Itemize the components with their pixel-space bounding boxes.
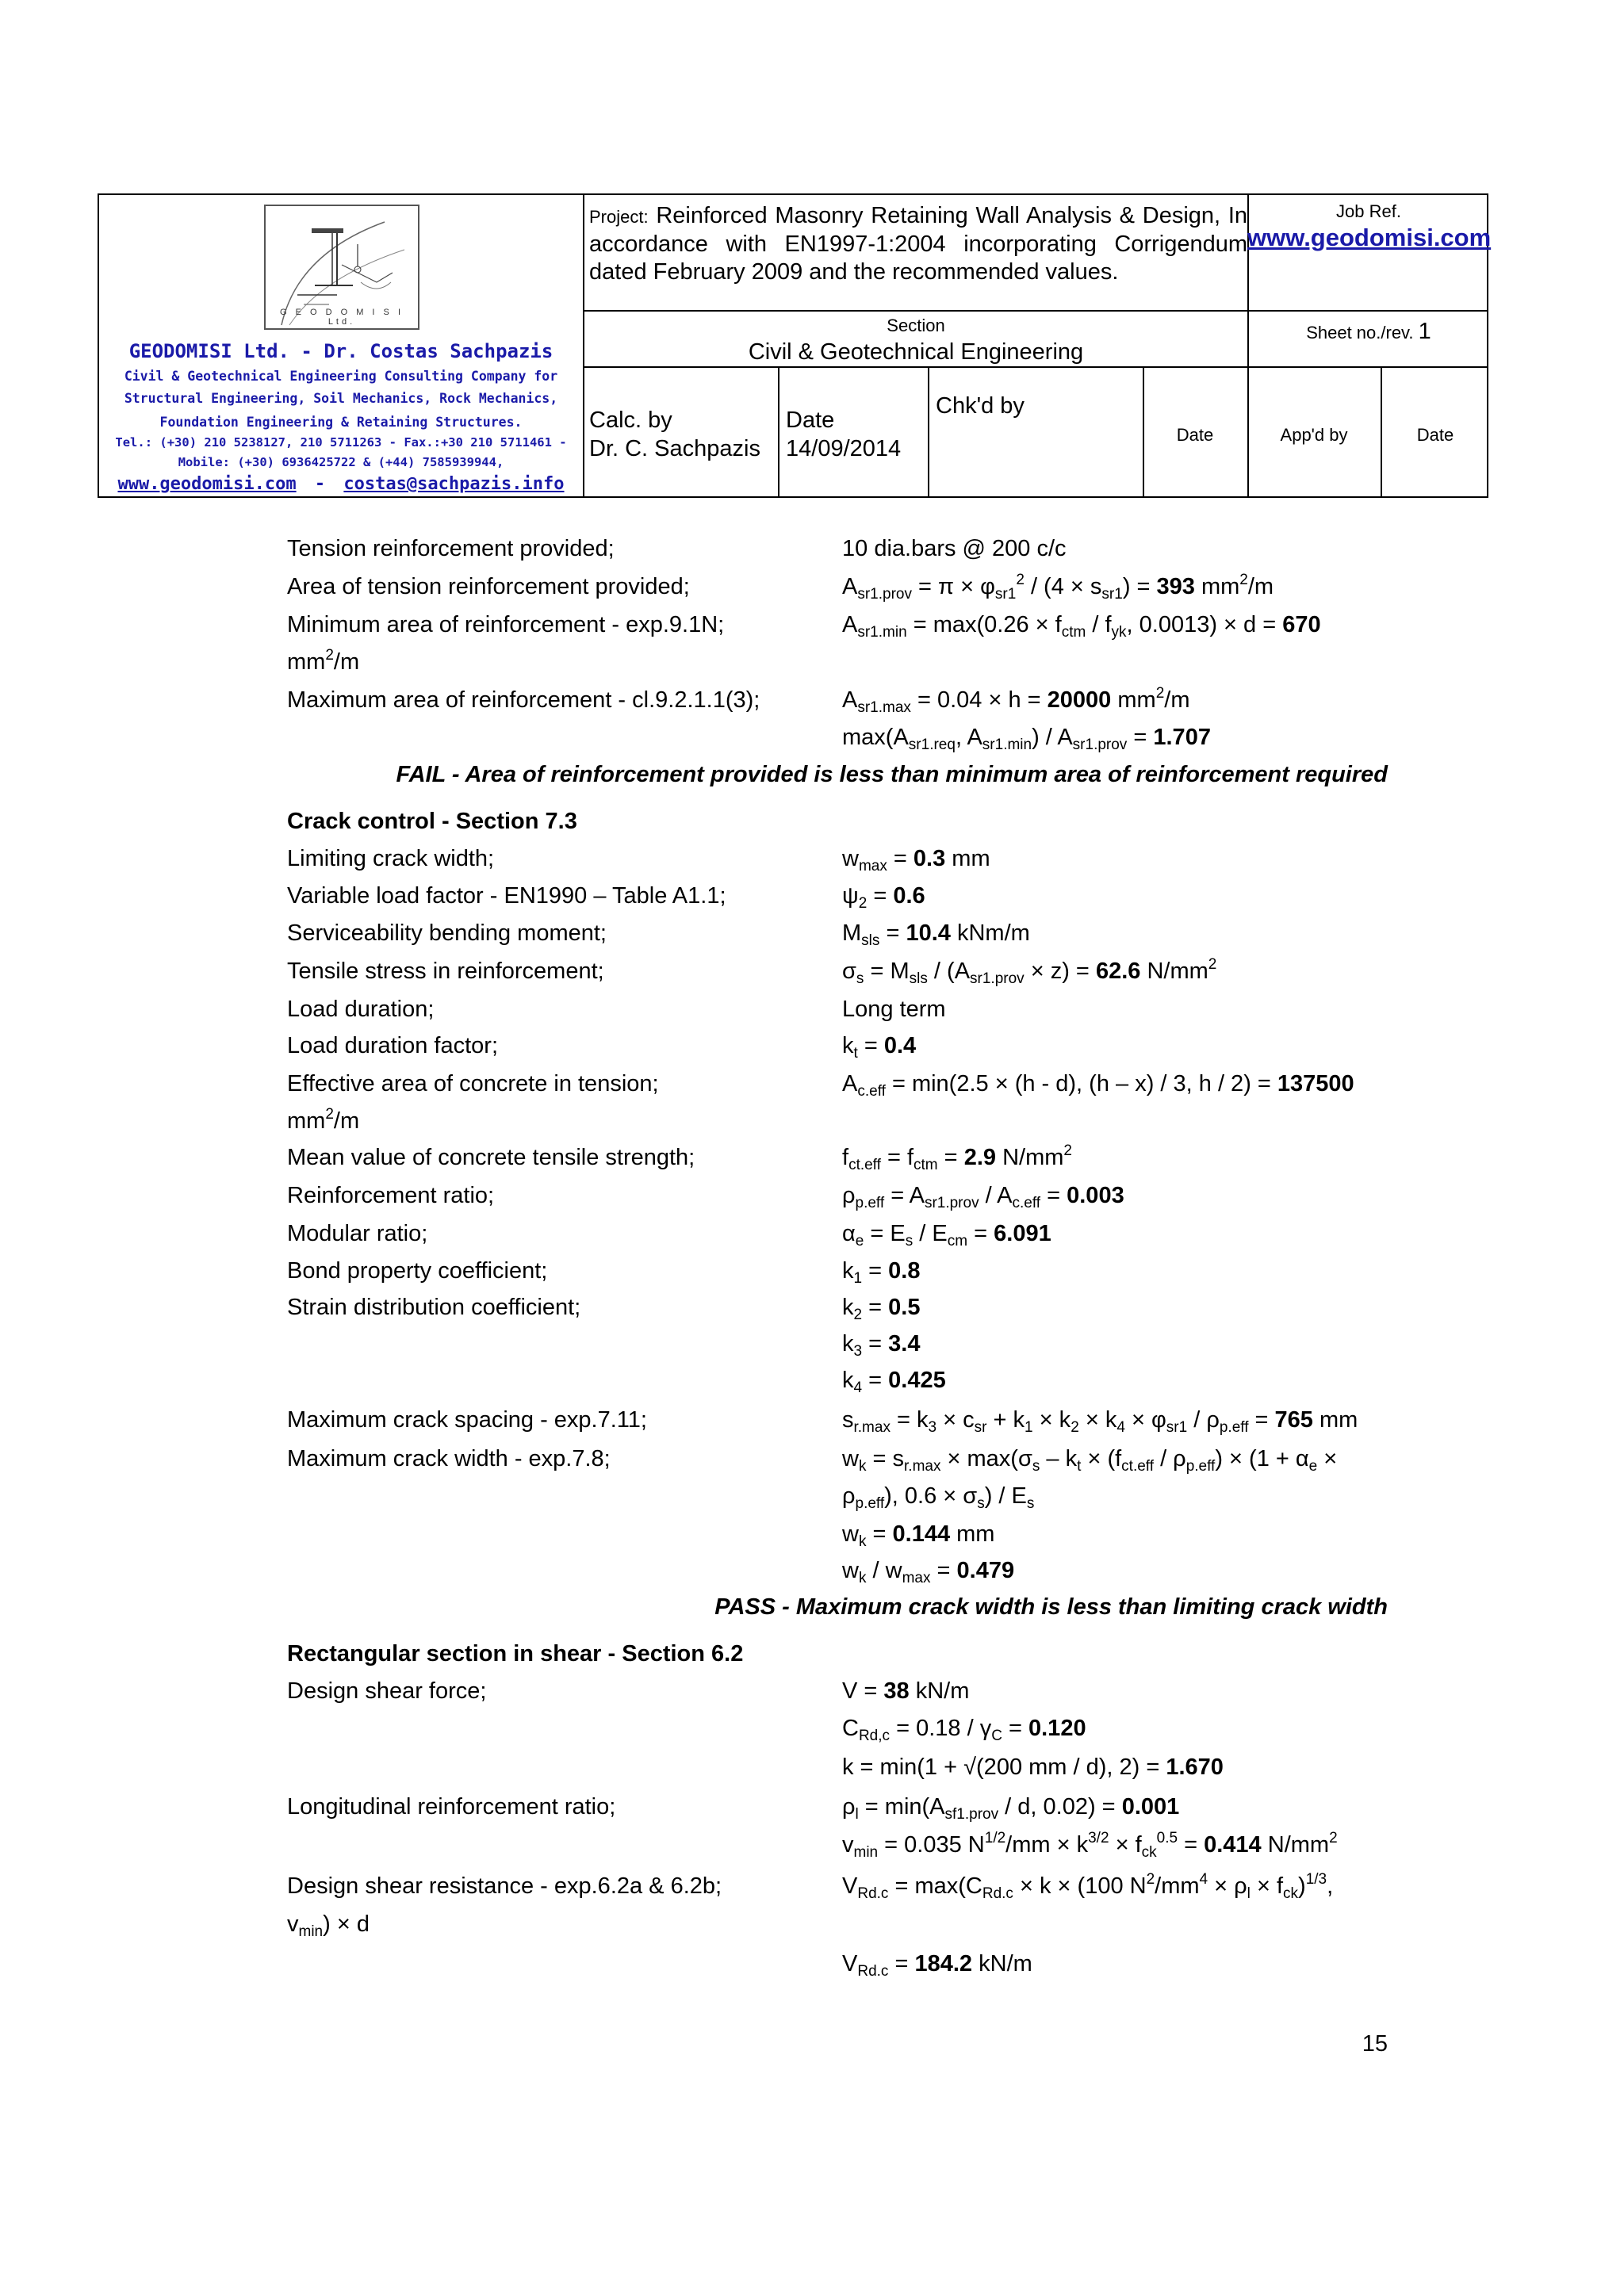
label-bond: Bond property coefficient; (287, 1258, 548, 1284)
divider (928, 366, 929, 496)
formula-wmax: $w_{max} = 0.3$ mm (842, 846, 990, 874)
checked-date-label: Date (1176, 425, 1214, 445)
formula-kt: $k_t = 0.4$ (842, 1033, 917, 1062)
page-number: 15 (1362, 2031, 1388, 2057)
company-line: Tel.: (+30) 210 5238127, 210 5711263 - Fax.:+30 210 5711461 - (115, 435, 567, 450)
label-load-factor: Variable load factor - EN1990 – Table A1.1; (287, 883, 726, 909)
project-text: Reinforced Masonry Retaining Wall Analysis & Design, In accordance with EN1997-1:2004 incorporating Corrigendum dated February 2009 and the recommended values. (589, 203, 1248, 285)
formula-wk-value: $w_k = 0.144$ mm (842, 1521, 995, 1550)
job-ref-link[interactable]: www.geodomisi.com (1247, 224, 1492, 251)
formula-fct-eff: $f_{ct.eff} = f_{ctm} = 2.9$ $N/mm^2$ (842, 1142, 1072, 1173)
value-vrd-c: 184.2 (914, 1951, 973, 1976)
sheet-label: Sheet no./rev. (1306, 323, 1414, 342)
formula-v: V = 38 kN/m (842, 1678, 970, 1704)
formula-wk-1: $w_k = s_{r.max} \times \max(\sigma_s - k_t \times (f_{ct.eff} / \rho_{p.eff}) \times (1 + \alpha_e$ × (842, 1446, 1338, 1475)
formula-wk-2: $\rho_{p.eff}$), $0.6 \times \sigma_s) / E_s$ (842, 1483, 1035, 1512)
company-line: Foundation Engineering & Retaining Structures. (159, 415, 523, 430)
label-modular: Modular ratio; (287, 1221, 428, 1246)
date-label: Date (786, 408, 835, 433)
value-as-min: 670 (1282, 612, 1321, 637)
label-strain: Strain distribution coefficient; (287, 1295, 581, 1320)
formula-vrd-c-2: $v_{min}) \times d$ (287, 1911, 370, 1940)
project-description (589, 202, 1247, 286)
label-eff-area: Effective area of concrete in tension; (287, 1071, 659, 1096)
formula-vrd-c-1: $V_{Rd.c} = \max(C_{Rd.c} \times k \times (100$ $N^2/mm^4 \times \rho_l \times f_{ck})^{1/3}$, (842, 1871, 1334, 1902)
value-v: 38 (883, 1678, 910, 1704)
formula-sigma-s: $\sigma_s = M_{sls} / (A_{sr1.prov} \times z) = 62.6$ $N/mm^2$ (842, 956, 1217, 987)
value-wk-ratio: 0.479 (956, 1558, 1015, 1583)
formula-k: k = min(1 + √(200 mm / d), 2) = 1.670 (842, 1755, 1224, 1780)
check-result-fail: FAIL - Area of reinforcement provided is less than minimum area of reinforcement required (396, 762, 1388, 787)
formula-wk-ratio: $w_k / w_{max} = 0.479$ (842, 1558, 1015, 1586)
label-tension-provided: Tension reinforcement provided; (287, 536, 615, 561)
calc-by-value: Dr. C. Sachpazis (589, 436, 760, 461)
company-line: Civil & Geotechnical Engineering Consulting Company for (124, 369, 558, 384)
formula-rho-p-eff: $\rho_{p.eff} = A_{sr1.prov} / A_{c.eff} = 0.003$ (842, 1183, 1124, 1211)
value-tension-provided: 10 dia.bars @ 200 c/c (842, 536, 1067, 561)
min-area-unit: $mm^2/m$ (287, 647, 360, 675)
divider (583, 366, 1487, 368)
label-load-duration: Load duration; (287, 997, 435, 1022)
value-wmax: 0.3 (913, 846, 946, 871)
value-psi2: 0.6 (893, 883, 925, 909)
value-ac-eff: 137500 (1277, 1071, 1354, 1096)
label-area-provided: Area of tension reinforcement provided; (287, 574, 690, 599)
formula-psi2: $\psi_2 = 0.6$ (842, 883, 925, 912)
sheet-value: 1 (1418, 319, 1431, 344)
value-sigma-s: 62.6 (1095, 959, 1141, 984)
formula-ac-eff: $A_{c.eff} = \min(2.5 \times (h - d)$, (h – x) / 3, h / 2) = 137500 (842, 1071, 1354, 1100)
checked-by-label: Chk'd by (936, 393, 1025, 419)
label-crack-spacing: Maximum crack spacing - exp.7.11; (287, 1407, 647, 1433)
date-value: 14/09/2014 (786, 436, 902, 461)
section-value: Civil & Geotechnical Engineering (748, 339, 1084, 365)
value-k2: 0.5 (888, 1295, 921, 1320)
value-as-max: 20000 (1047, 687, 1112, 713)
unit-mm: mm (287, 649, 326, 675)
value-msls: 10.4 (906, 920, 951, 946)
divider (778, 366, 779, 496)
value-v-min: 0.414 (1204, 1832, 1262, 1858)
label-max-crack-width: Maximum crack width - exp.7.8; (287, 1446, 611, 1471)
label-long-ratio: Longitudinal reinforcement ratio; (287, 1794, 616, 1820)
job-ref-label: Job Ref. (1336, 201, 1401, 221)
formula-k4: $k_4 = 0.425$ (842, 1368, 946, 1396)
value-wk: 0.144 (892, 1521, 951, 1547)
logo-caption: G E O D O M I S I Ltd. (279, 308, 404, 327)
formula-sr-max: $s_{r.max} = k_3 \times c_{sr} + k_1 \times k_2 \times k_4 \times \varphi_{sr1} / \rho_{p.eff} = 765$ mm (842, 1407, 1358, 1436)
company-website-link[interactable]: www.geodomisi.com (117, 474, 297, 494)
label-duration-factor: Load duration factor; (287, 1033, 499, 1058)
section-heading-shear: Rectangular section in shear - Section 6.2 (287, 1641, 744, 1667)
value-sr-max: 765 (1274, 1407, 1313, 1433)
project-label: Project: (589, 207, 649, 227)
formula-vrd-c-value: $V_{Rd.c} = 184.2$ kN/m (842, 1951, 1032, 1980)
formula-k1: $k_1 = 0.8$ (842, 1258, 921, 1287)
unit-mm: mm (287, 1108, 326, 1134)
value-as-prov: 393 (1156, 574, 1195, 599)
company-email-link[interactable]: costas@sachpazis.info (343, 474, 565, 494)
title-block (98, 193, 1492, 498)
value-k: 1.670 (1166, 1755, 1224, 1780)
company-links (99, 474, 583, 494)
label-crack-width: Limiting crack width; (287, 846, 495, 871)
company-name: GEODOMISI Ltd. - Dr. Costas Sachpazis (128, 340, 553, 362)
approved-date-label: Date (1416, 425, 1454, 445)
label-tensile-stress: Tensile stress in reinforcement; (287, 959, 604, 984)
formula-rho-l: $\rho_l = \min(A_{sf1.prov} / d$, 0.02) = 0.001 (842, 1794, 1180, 1823)
value-crd-c: 0.120 (1028, 1716, 1086, 1741)
formula-msls: $M_{sls} = 10.4$ kNm/m (842, 920, 1030, 949)
label-reinf-ratio: Reinforcement ratio; (287, 1183, 495, 1208)
label-sls-moment: Serviceability bending moment; (287, 920, 607, 946)
formula-ratio: $\max(A_{sr1.req}$, $A_{sr1.min}) / A_{sr1.prov} = 1.707$ (842, 725, 1211, 753)
label-shear-res: Design shear resistance - exp.6.2a & 6.2b; (287, 1873, 722, 1899)
value-rho-p-eff: 0.003 (1067, 1183, 1124, 1208)
link-separator: - (314, 474, 326, 494)
check-result-pass: PASS - Maximum crack width is less than limiting crack width (714, 1594, 1388, 1620)
value-k4: 0.425 (888, 1368, 946, 1393)
company-line: Structural Engineering, Soil Mechanics, Rock Mechanics, (124, 391, 558, 406)
value-rho-l: 0.001 (1121, 1794, 1180, 1820)
formula-max-area: $A_{sr1.max} = 0.04 \times h = 20000$ $mm^2/m$ (842, 685, 1190, 716)
formula-crd-c: $C_{Rd,c} = 0.18 / \gamma_C = 0.120$ (842, 1716, 1086, 1744)
label-shear-force: Design shear force; (287, 1678, 487, 1704)
sheet-number (1247, 319, 1490, 345)
formula-k3: $k_3 = 3.4$ (842, 1331, 921, 1360)
calc-by-label: Calc. by (589, 408, 672, 433)
value-k3: 3.4 (888, 1331, 921, 1357)
value-k1: 0.8 (888, 1258, 921, 1284)
company-logo (264, 205, 419, 330)
value-kt: 0.4 (883, 1033, 917, 1058)
value-fct-eff: 2.9 (963, 1145, 997, 1170)
eff-area-unit: $mm^2/m$ (287, 1106, 360, 1134)
divider (583, 310, 1487, 312)
formula-alpha-e: $\alpha_e = E_s / E_{cm} = 6.091$ (842, 1221, 1051, 1249)
formula-area-provided: $A_{sr1.prov} = \pi \times \varphi_{sr1}^2 / (4 \times s_{sr1}) = 393$ $mm^2/m$ (842, 572, 1274, 603)
company-line: Mobile: (+30) 6936425722 & (+44) 7585939944, (178, 455, 504, 469)
formula-v-min: $v_{min} = 0.035$ $N^{1/2}/mm \times k^{3/2} \times f_{ck}^{0.5} = 0.414$ $N/mm^2$ (842, 1830, 1338, 1861)
value-alpha-e: 6.091 (994, 1221, 1051, 1246)
section-heading-crack: Crack control - Section 7.3 (287, 809, 577, 834)
formula-k2: $k_2 = 0.5$ (842, 1295, 921, 1323)
approved-by-label: App'd by (1280, 425, 1348, 445)
label-mean-tensile: Mean value of concrete tensile strength; (287, 1145, 695, 1170)
formula-min-area: $A_{sr1.min} = \max(0.26 \times f_{ctm} / f_{yk}$, 0.0013) × d = 670 (842, 612, 1321, 641)
value-load-duration: Long term (842, 997, 946, 1022)
section-label: Section (887, 316, 945, 335)
value-ratio: 1.707 (1153, 725, 1211, 750)
label-min-area: Minimum area of reinforcement - exp.9.1N; (287, 612, 725, 637)
label-max-area: Maximum area of reinforcement - cl.9.2.1.1(3); (287, 687, 760, 713)
